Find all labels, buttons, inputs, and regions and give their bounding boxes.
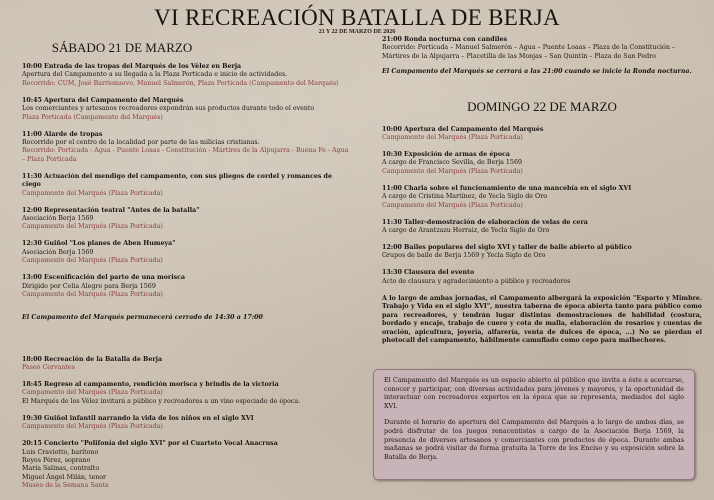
info-box-paragraph-2: Durante el horario de apertura del Campamento del Marqués a lo largo de ambos días, se podrá disfrutar de los juegos renacentistas a cargo de la Asociación Berja 1569, la presencia de diversos artesanos y comerciantes con productos de época. Durante ambas mañanas se podrá visitar de forma gratuita la Torre de los Enciso y su exposición sobre la Batalla de Berja. <box>384 418 684 461</box>
event-detail: Recorrido por el centro de la localidad por parte de las milicias cristianas. <box>22 139 260 147</box>
event-place: Campamento del Marqués (Plaza Porticada) <box>382 134 523 142</box>
event-title: 10:45 Apertura del Campamento del Marqués <box>22 96 184 104</box>
event-title: 12:00 Representación teatral "Antes de la batalla" <box>22 206 200 214</box>
event-detail: Asociación Berja 1569 <box>22 215 94 223</box>
event-place: Plaza Porticada (Campamento del Marqués) <box>22 113 163 121</box>
event-detail: María Salinas, contralto <box>22 465 100 473</box>
sunday-paragraph: A lo largo de ambas jornadas, el Campamento albergará la exposición "Esparto y Mimbre. Trabajo y Vida en el siglo XVI", nuestra taberna de época abierta tanto para público como para recreadores, y tendrán lugar distintas demostraciones de habilidad (costura, bordado y encaje, trabajo de cuero y cota de malla, elaboración de rosarios y cuentas de oración, apicultura, joyería, alfarería, venta de dulces de época, ...) No se pierdan el photocall del campamento, hábilmente camuflado como cepo para malhechores. <box>382 294 702 344</box>
event-title: 11:30 Taller-demostración de elaboración de velas de cera <box>382 218 588 226</box>
event-item <box>22 207 352 232</box>
event-title: 11:00 Charla sobre el funcionamiento de una mancebía en el siglo XVI <box>382 184 632 192</box>
info-box <box>373 369 695 480</box>
info-box-paragraph-1: El Campamento del Marqués es un espacio abierto al público que invita a éste a acercarse, conocer y participar, con diversas actividades para jóvenes y mayores, y la oportunidad de interactuar con recreadores expertos en la época que se representa, mediados del siglo XVI. <box>384 376 684 410</box>
sunday-heading: DOMINGO 22 DE MARZO <box>467 98 617 114</box>
event-item <box>382 185 702 210</box>
event-detail: Dirigido por Celia Alegre para Berja 1569 <box>22 282 156 290</box>
saturday-heading: SÁBADO 21 DE MARZO <box>51 40 193 55</box>
event-detail: A cargo de Arantzazu Herraiz, de Yecla Siglo de Oro <box>382 227 550 235</box>
event-item <box>22 63 352 88</box>
event-title: 11:00 Alarde de tropas <box>22 130 103 138</box>
event-detail: Apertura del Campamento a su llegada a la Plaza Porticada e inicio de actividades. <box>22 71 288 79</box>
event-title: 19:30 Guiñol infantil narrando la vida de los niños en el siglo XVI <box>22 414 254 422</box>
event-item <box>382 244 702 261</box>
event-title: 12:30 Guiñol "Los planes de Aben Humeya" <box>22 240 176 248</box>
event-place: Campamento del Marqués (Plaza Porticada) <box>382 167 523 175</box>
event-place: Recorrido: Porticada - Agua - Puente Loaas - Constitución - Mártires de la Alpujarra - Buena Fe - Agua – Plaza Porticada <box>22 147 349 163</box>
event-item <box>382 151 702 176</box>
event-item <box>382 219 702 236</box>
page-title: VI RECREACIÓN BATALLA DE BERJA <box>154 5 560 30</box>
event-item <box>22 274 352 299</box>
event-item <box>382 126 702 143</box>
event-title: 13:30 Clausura del evento <box>382 269 475 277</box>
event-item <box>22 173 352 198</box>
event-item <box>382 269 702 286</box>
saturday-evening-events <box>22 356 352 491</box>
saturday-morning-events <box>22 63 352 300</box>
event-item <box>22 97 352 122</box>
event-place: Campamento del Marqués (Plaza Porticada) <box>382 201 523 209</box>
sunday-events <box>382 126 702 287</box>
event-extra: El Marqués de los Vélez invitará a público y recreadores a un vino especiado de época. <box>22 397 301 405</box>
event-item <box>22 240 352 265</box>
event-detail: A cargo de Cristina Martínez, de Yecla Siglo de Oro <box>382 193 547 201</box>
event-item <box>22 415 352 432</box>
night-closed-note: El Campamento del Marqués se cerrará a las 21:00 cuando se inicie la Ronda nocturna. <box>382 68 692 76</box>
event-title: 12:00 Bailes populares del siglo XVI y taller de baile abierto al público <box>382 244 632 252</box>
event-title: 10:00 Apertura del Campamento del Marqués <box>382 125 544 133</box>
event-place: Paseo Cervantes <box>22 363 75 371</box>
event-place: Campamento del Marqués (Plaza Porticada) <box>22 257 163 265</box>
event-place: Campamento del Marqués (Plaza Porticada) <box>22 291 163 299</box>
event-detail: A cargo de Francisco Sevilla, de Berja 1569 <box>382 159 522 167</box>
event-item <box>22 381 352 406</box>
saturday-closed-note: El Campamento del Marqués permanecerá cerrado de 14:30 a 17:00 <box>22 314 263 322</box>
event-detail: Grupos de baile de Berja 1569 y Yecla Siglo de Oro <box>382 252 546 260</box>
event-place: Campamento del Marqués (Plaza Porticada) <box>22 223 163 231</box>
right-column <box>382 36 702 345</box>
event-item <box>22 440 352 490</box>
page-subtitle-dates: 21 Y 22 DE MARZO DE 2026 <box>318 29 396 35</box>
event-title: 11:30 Actuación del mendigo del campamento, con sus pliegos de cordel y romances de ciego <box>22 172 332 189</box>
event-item <box>22 131 352 165</box>
event-place: Campamento del Marqués (Plaza Porticada) <box>22 389 163 397</box>
event-title: 10:30 Exposición de armas de época <box>382 151 510 159</box>
event-place: Recorrido: CUM, José Barrionuevo, Manuel Salmerón, Plaza Porticada (Campamento del Marqués) <box>22 79 339 87</box>
event-title: 18:00 Recreación de la Batalla de Berja <box>22 355 163 363</box>
event-detail: Los comerciantes y artesanos recreadores expondrán sus productos durante todo el evento <box>22 105 315 113</box>
event-title: 10:00 Entrada de las tropas del Marqués de los Vélez en Berja <box>22 63 242 70</box>
saturday-column <box>22 40 352 499</box>
event-title: 13:00 Escenificación del parto de una morisca <box>22 274 186 282</box>
event-detail: Asociación Berja 1569 <box>22 248 94 256</box>
event-place: Campamento del Marqués (Plaza Porticada) <box>22 189 163 197</box>
event-title: 20:15 Concierto "Polifonía del siglo XVI" por el Cuarteto Vocal Anacrusa <box>22 440 278 448</box>
event-detail: Miguel Ángel Milán, tenor <box>22 473 107 481</box>
event-place: Campamento del Marqués (Plaza Porticada) <box>22 423 163 431</box>
event-item <box>22 356 352 373</box>
event-detail: Reyes Pérez, soprano <box>22 456 91 464</box>
event-detail: Luis Craviotto, barítono <box>22 448 99 456</box>
event-route: Recorrido: Porticada – Manuel Salmerón – Agua – Puente Loaas – Plaza de la Constitución – Mártires de la Alpujarra – Placetilla de las Monjas – San Quintín – Plaza de San Pedro <box>382 44 676 60</box>
event-title: 21:00 Ronda nocturna con candiles <box>382 36 508 43</box>
event-title: 18:45 Regreso al campamento, rendición morisca y brindis de la victoria <box>22 380 279 388</box>
event-place: Museo de la Semana Santa <box>22 482 109 490</box>
night-round-event <box>382 36 702 61</box>
event-detail: Acto de clausura y agradecimiento a público y recreadores <box>382 277 571 285</box>
